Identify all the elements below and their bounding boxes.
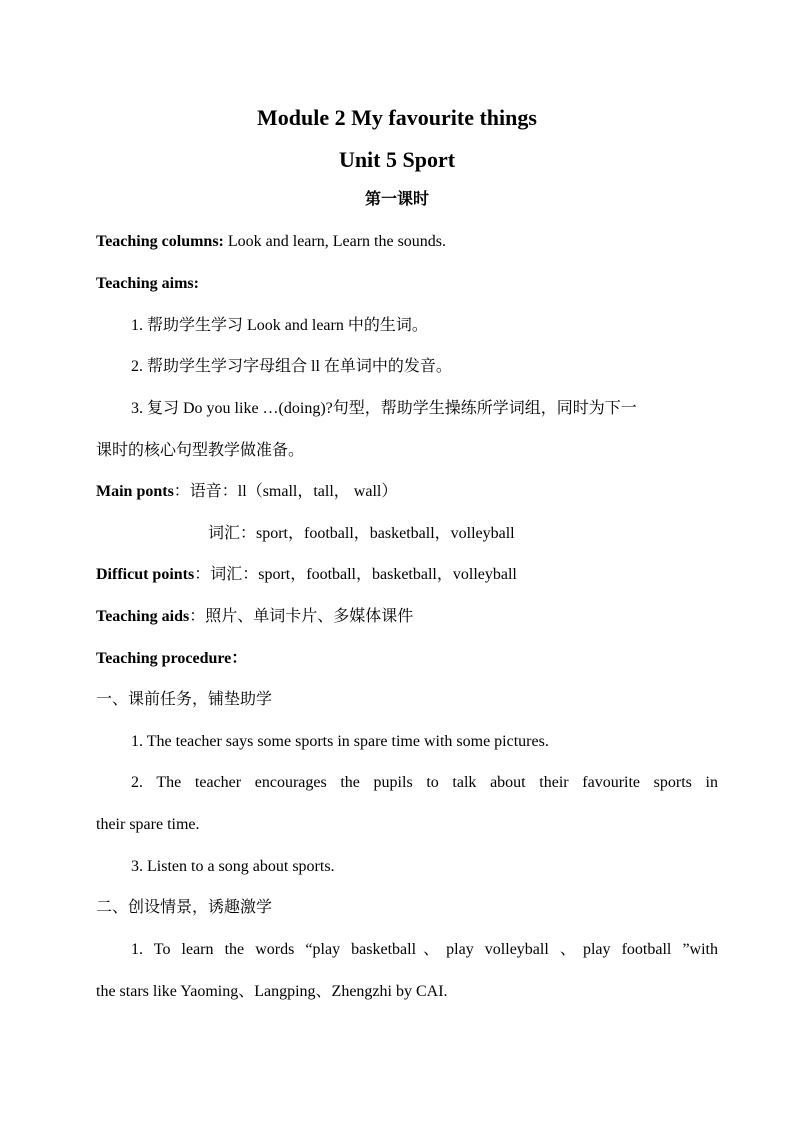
procedure-item-continuation: the stars like Yaoming、Langping、Zhengzhi by CAI. — [96, 983, 448, 1000]
teaching-procedure-label: Teaching procedure： — [96, 650, 248, 667]
procedure-item: 1. To learn the words “play basketball、play volleyball 、play football ”with — [131, 941, 718, 958]
document-title: Module 2 My favourite things — [257, 105, 537, 130]
section-heading: 一、课前任务，铺垫助学 — [96, 691, 273, 708]
teaching-columns — [96, 232, 446, 252]
main-points-label: Main ponts — [96, 483, 174, 500]
unit-title: Unit 5 Sport — [338, 147, 456, 172]
lesson-label: 第一课时 — [364, 191, 429, 208]
main-points-vocab: 词汇：sport，football，basketball，volleyball — [208, 525, 515, 542]
procedure-item-continuation: their spare time. — [96, 816, 200, 833]
aim-item: 3. 复习 Do you like …(doing)?句型，帮助学生操练所学词组，同时为下一 — [131, 400, 637, 417]
teaching-columns-text: Look and learn, Learn the sounds. — [223, 233, 447, 250]
teaching-aids-label: Teaching aids — [96, 608, 190, 625]
procedure-item: 1. The teacher says some sports in spare time with some pictures. — [131, 733, 549, 750]
teaching-aids-text: ：照片、单词卡片、多媒体课件 — [189, 608, 414, 625]
difficult-points — [96, 565, 517, 585]
main-points-text: ：语音：ll（small，tall， wall） — [173, 483, 398, 500]
procedure-item: 2. The teacher encourages the pupils to talk about their favourite sports in — [131, 774, 718, 791]
difficult-points-label: Difficut points — [96, 566, 195, 583]
aim-item: 2. 帮助学生学习字母组合 ll 在单词中的发音。 — [131, 358, 452, 375]
main-points — [96, 482, 397, 502]
teaching-aids — [96, 607, 413, 627]
procedure-item: 3. Listen to a song about sports. — [131, 858, 335, 875]
teaching-columns-label: Teaching columns: — [96, 233, 224, 250]
teaching-aims-label: Teaching aims: — [96, 275, 199, 292]
section-heading: 二、创设情景，诱趣激学 — [96, 899, 273, 916]
aim-item: 1. 帮助学生学习 Look and learn 中的生词。 — [131, 317, 428, 334]
difficult-points-text: ：词汇：sport，football，basketball，volleyball — [194, 566, 517, 583]
aim-item-continuation: 课时的核心句型教学做准备。 — [96, 442, 305, 459]
